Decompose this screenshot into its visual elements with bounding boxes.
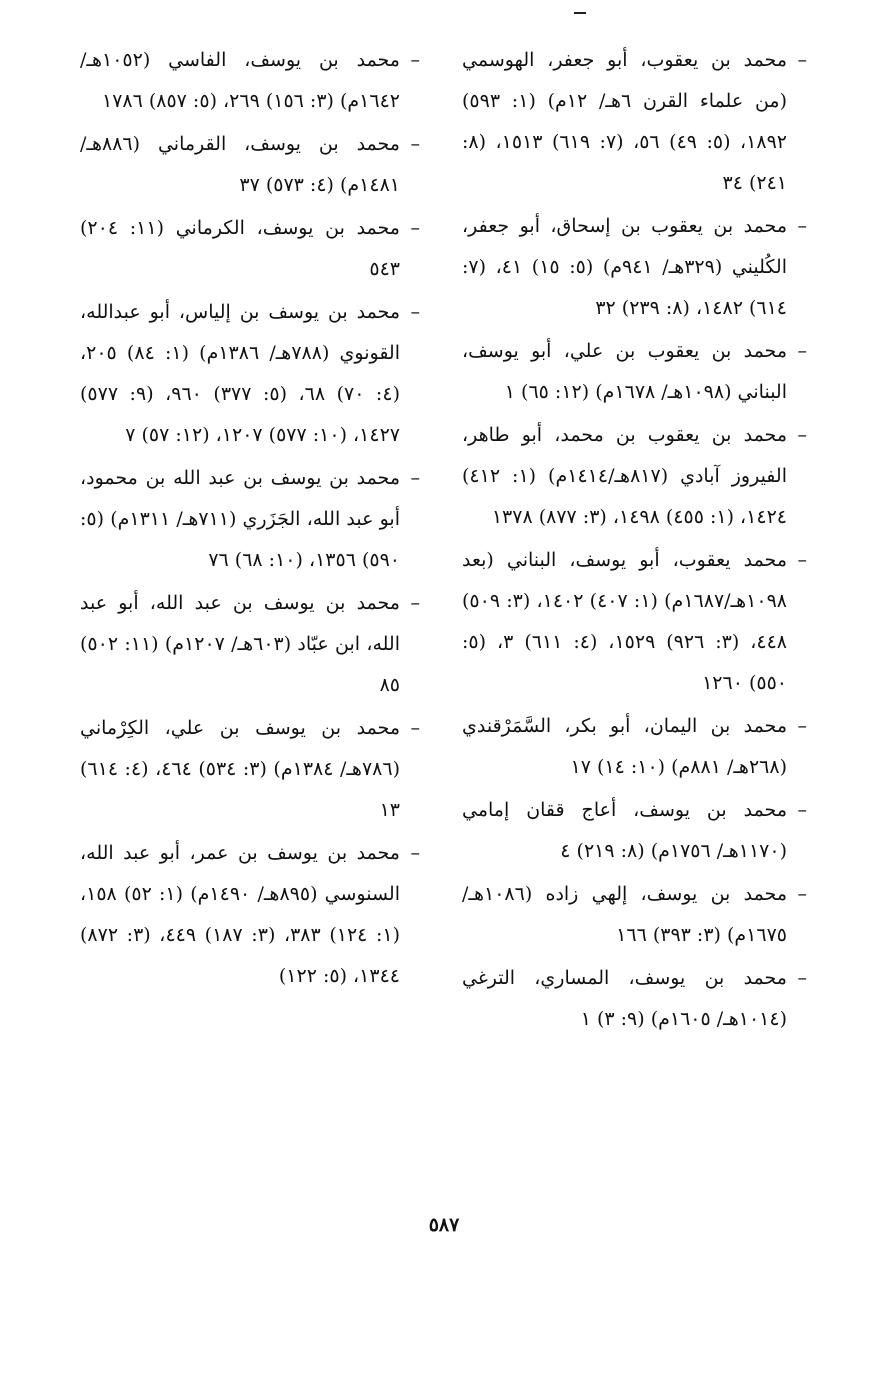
index-entry: – محمد بن يوسف، المساري، الترغي (١٠١٤هـ/ ١٦٠٥م) (٩: ٣) ١: [462, 958, 807, 1040]
index-entry: – محمد بن اليمان، أبو بكر، السَّمَرْقندي (٢٦٨هـ/ ٨٨١م) (١٠: ١٤) ١٧: [462, 706, 807, 788]
index-entry: – محمد بن يوسف، إلهي زاده (١٠٨٦هـ/ ١٦٧٥م) (٣: ٣٩٣) ١٦٦: [462, 874, 807, 956]
index-entry: – محمد بن يوسف بن عمر، أبو عبد الله، السنوسي (٨٩٥هـ/ ١٤٩٠م) (١: ٥٢) ١٥٨، (١: ١٢٤) ٣٨٣، (٣: ١٨٧) ٤٤٩، (٣: ٨٧٢) ١٣٤٤، (٥: ١٢٢): [80, 833, 420, 997]
index-entry: – محمد بن يوسف بن علي، الكِرْماني (٧٨٦هـ/ ١٣٨٤م) (٣: ٥٣٤) ٤٦٤، (٤: ٦١٤) ١٣: [80, 708, 420, 831]
index-entry: – محمد بن يوسف، الكرماني (١١: ٢٠٤) ٥٤٣: [80, 208, 420, 290]
index-entry: – محمد بن يعقوب، أبو جعفر، الهوسمي (من علماء القرن ٦هـ/ ١٢م) (١: ٥٩٣) ١٨٩٢، (٥: ٤٩) ٥٦، (٧: ٦١٩) ١٥١٣، (٨: ٢٤١) ٣٤: [462, 40, 807, 204]
page-number: ٥٨٧: [428, 1214, 460, 1236]
index-entry: – محمد بن يوسف، الفاسي (١٠٥٢هـ/ ١٦٤٢م) (٣: ١٥٦) ٢٦٩، (٥: ٨٥٧) ١٧٨٦: [80, 40, 420, 122]
index-column-left: [80, 40, 420, 999]
index-entry: – محمد بن يوسف، القرماني (٨٨٦هـ/ ١٤٨١م) (٤: ٥٧٣) ٣٧: [80, 124, 420, 206]
index-entry: – محمد يعقوب، أبو يوسف، البناني (بعد ١٠٩٨هـ/١٦٨٧م) (١: ٤٠٧) ١٤٠٢، (٣: ٥٠٩) ٤٤٨، (٣: ٩٢٦) ١٥٢٩، (٤: ٦١١) ٣، (٥: ٥٥٠) ١٢٦٠: [462, 540, 807, 704]
index-entry: – محمد بن يوسف بن إلياس، أبو عبدالله، القونوي (٧٨٨هـ/ ١٣٨٦م) (١: ٨٤) ٢٠٥، (٤: ٧٠) ٦٨، (٥: ٣٧٧) ٩٦٠، (٩: ٥٧٧) ١٤٢٧، (١٠: ٥٧٧) ١٢٠٧، (١٢: ٥٧) ٧: [80, 292, 420, 456]
index-column-right: [462, 40, 807, 1042]
index-entry: – محمد بن يعقوب بن إسحاق، أبو جعفر، الكُليني (٣٢٩هـ/ ٩٤١م) (٥: ١٥) ٤١، (٧: ٦١٤) ١٤٨٢، (٨: ٢٣٩) ٣٢: [462, 206, 807, 329]
index-entry: – محمد بن يعقوب بن علي، أبو يوسف، البناني (١٠٩٨هـ/ ١٦٧٨م) (١٢: ٦٥) ١: [462, 331, 807, 413]
index-entry: – محمد بن يوسف بن عبد الله بن محمود، أبو عبد الله، الجَزَري (٧١١هـ/ ١٣١١م) (٥: ٥٩٠) ١٣٥٦، (١٠: ٦٨) ٧٦: [80, 458, 420, 581]
index-entry: – محمد بن يوسف بن عبد الله، أبو عبد الله، ابن عبّاد (٦٠٣هـ/ ١٢٠٧م) (١١: ٥٠٢) ٨٥: [80, 583, 420, 706]
index-entry: – محمد بن يعقوب بن محمد، أبو طاهر، الفيروز آبادي (٨١٧هـ/١٤١٤م) (١: ٤١٢) ١٤٢٤، (١: ٤٥٥) ١٤٩٨، (٣: ٨٧٧) ١٣٧٨: [462, 415, 807, 538]
index-entry: – محمد بن يوسف، أعاج ققان إمامي (١١٧٠هـ/ ١٧٥٦م) (٨: ٢١٩) ٤: [462, 790, 807, 872]
top-mark: [574, 12, 586, 14]
